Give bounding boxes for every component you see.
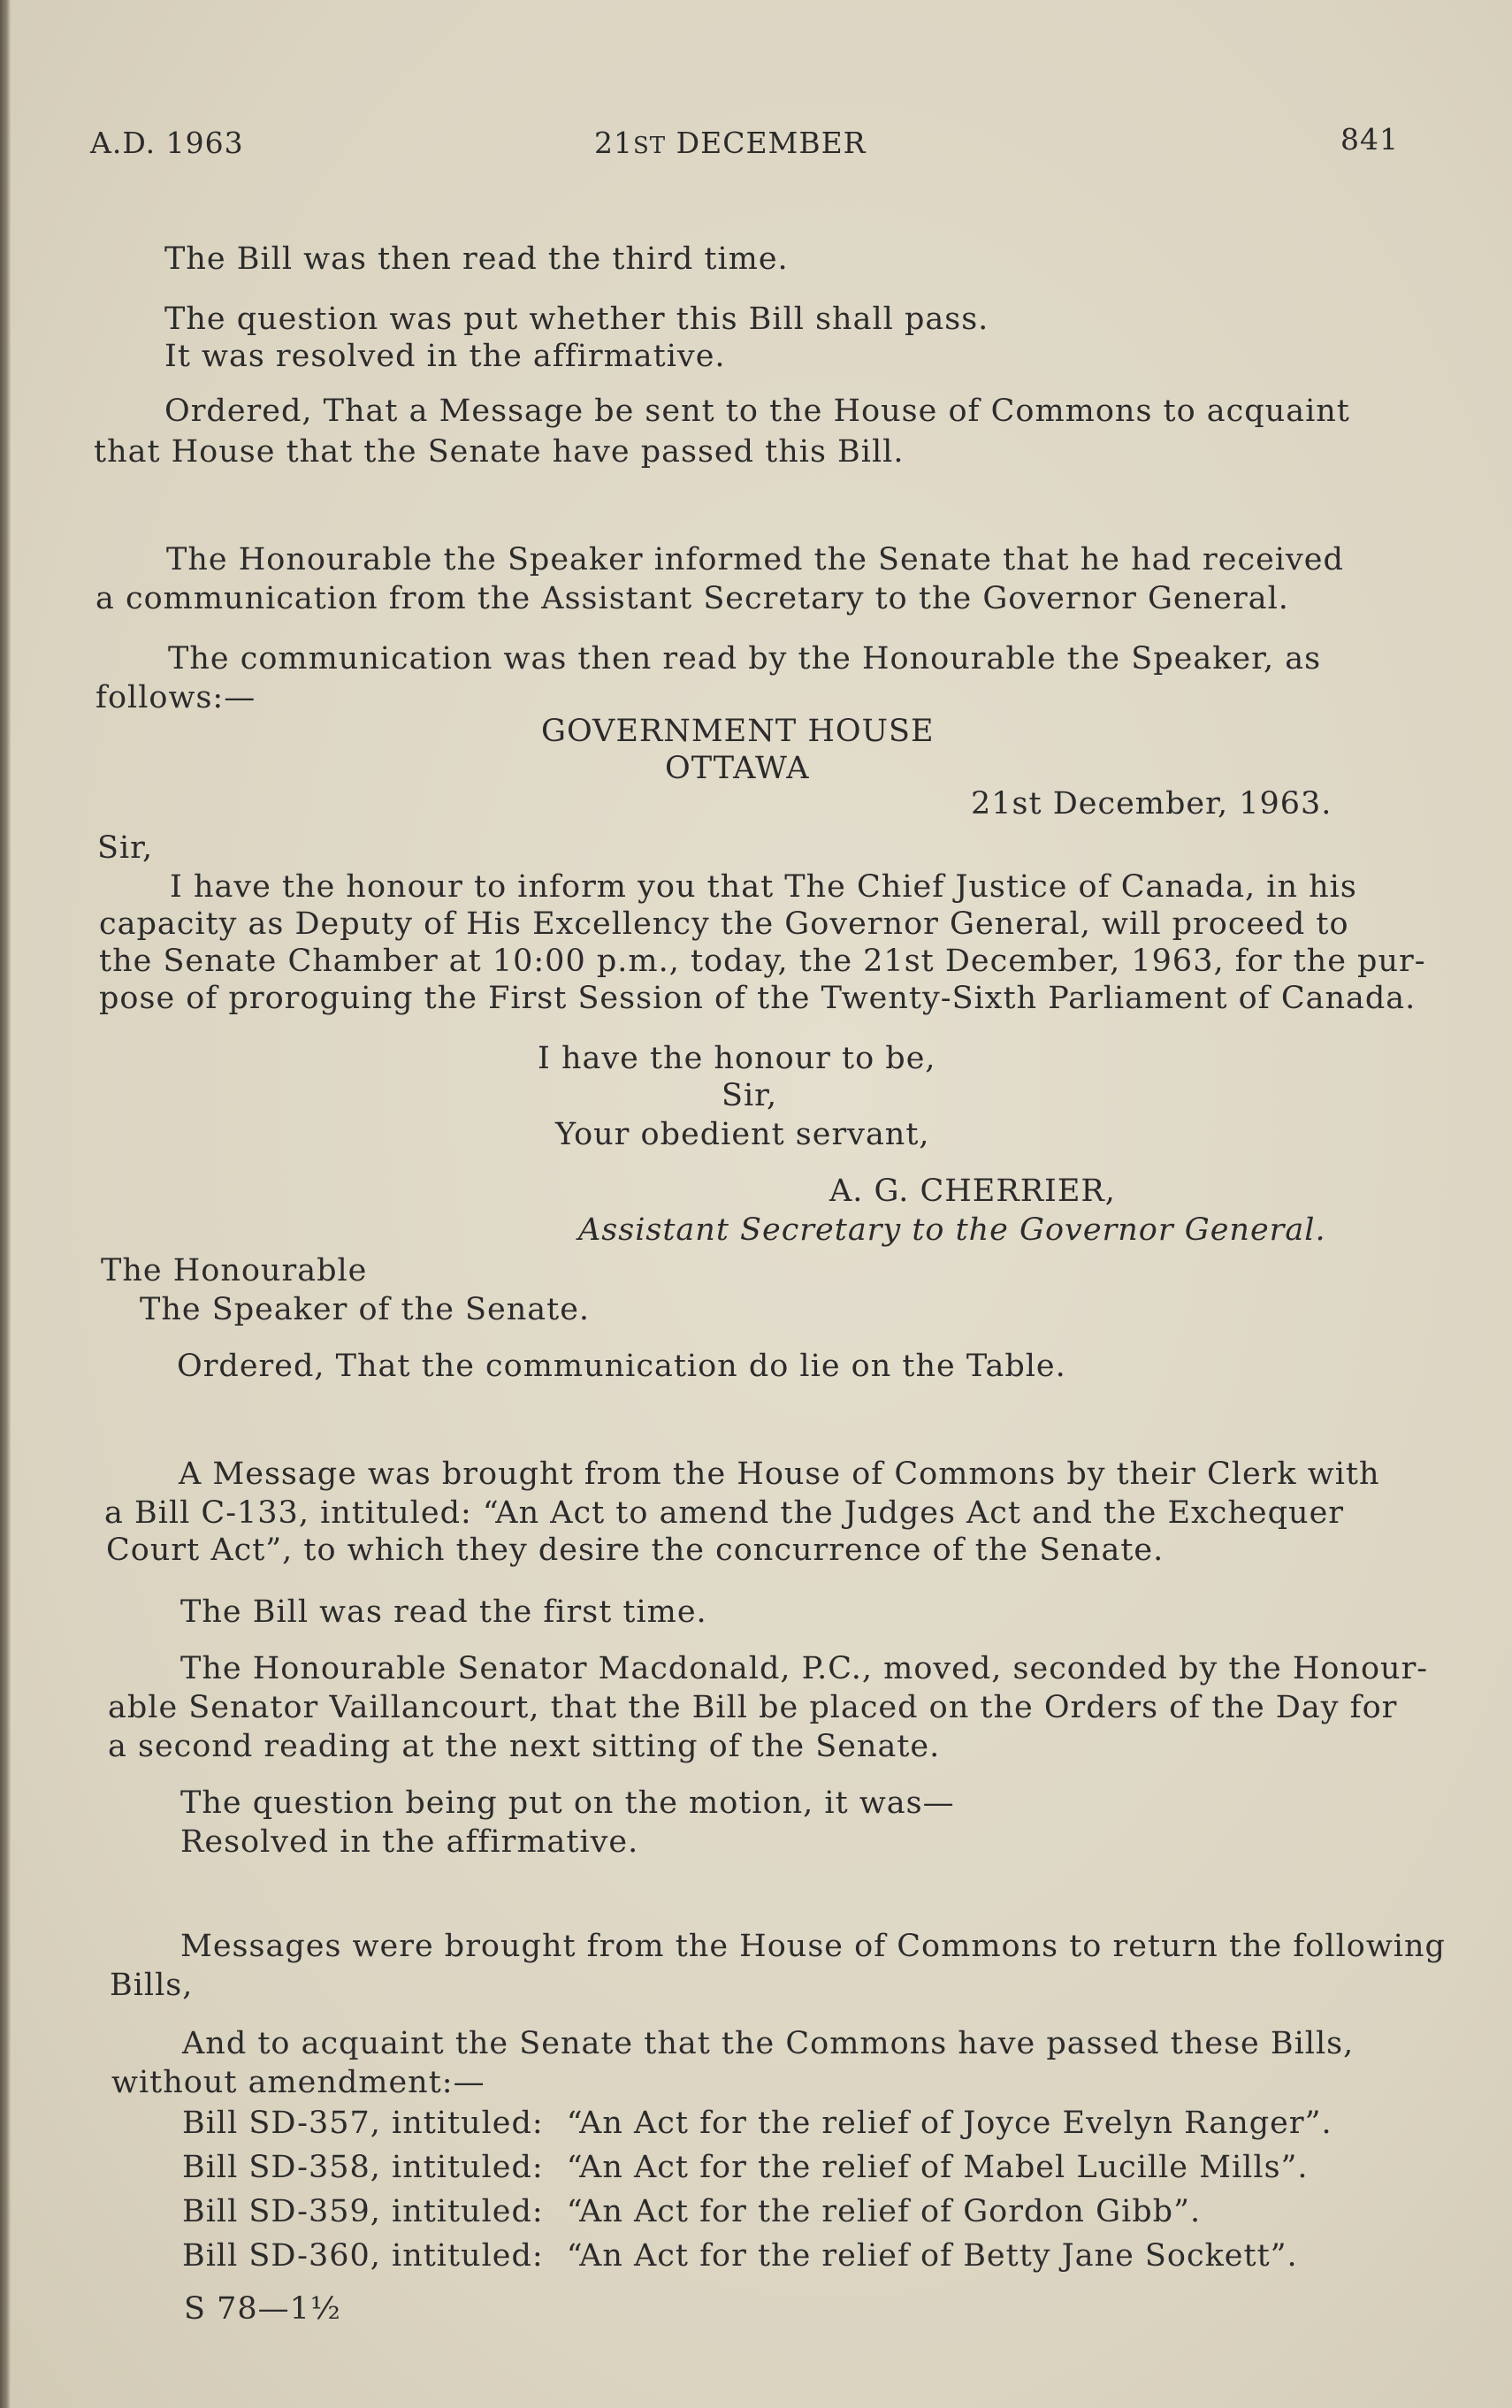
paragraph-question: The question was put whether this Bill shall pass. bbox=[164, 302, 989, 337]
paragraph-resolved: It was resolved in the affirmative. bbox=[164, 339, 726, 374]
letter-signer-title: Assistant Secretary to the Governor General. bbox=[578, 1212, 1326, 1248]
bill-list-item: Bill SD-357, intituled: “An Act for the relief of Joyce Evelyn Ranger”. bbox=[182, 2106, 1333, 2141]
letter-address-line2: The Speaker of the Senate. bbox=[140, 1292, 591, 1327]
letter-body-line4: pose of proroguing the First Session of the Twenty-Sixth Parliament of Canada. bbox=[99, 981, 1417, 1016]
header-date: 21ST DECEMBER bbox=[594, 126, 867, 160]
paragraph-motion-line2: able Senator Vaillancourt, that the Bill be placed on the Orders of the Day for bbox=[108, 1690, 1398, 1725]
paragraph-motion-line1: The Honourable Senator Macdonald, P.C., moved, seconded by the Honour- bbox=[180, 1651, 1429, 1686]
paragraph-ordered-message-line1: Ordered, That a Message be sent to the House of Commons to acquaint bbox=[164, 394, 1350, 429]
letter-closing-line1: I have the honour to be, bbox=[538, 1041, 936, 1076]
paragraph-messages-return-line1: Messages were brought from the House of Commons to return the following bbox=[180, 1929, 1446, 1964]
letter-body-line2: capacity as Deputy of His Excellency the Governor General, will proceed to bbox=[99, 906, 1349, 942]
letter-heading-ottawa: OTTAWA bbox=[665, 751, 810, 786]
paragraph-communication-read-line2: follows:— bbox=[95, 680, 256, 715]
paragraph-speaker-informed-line2: a communication from the Assistant Secretary to the Governor General. bbox=[95, 581, 1289, 616]
paragraph-third-reading: The Bill was then read the third time. bbox=[164, 241, 789, 277]
page-binding-edge bbox=[0, 0, 11, 2408]
bill-list-item: Bill SD-358, intituled: “An Act for the relief of Mabel Lucille Mills”. bbox=[182, 2150, 1309, 2185]
paragraph-speaker-informed-line1: The Honourable the Speaker informed the Senate that he had received bbox=[166, 542, 1344, 577]
paragraph-ordered-message-line2: that House that the Senate have passed this Bill. bbox=[94, 434, 905, 470]
paragraph-message-bill-c133-line1: A Message was brought from the House of Commons by their Clerk with bbox=[179, 1456, 1380, 1492]
paragraph-motion-line3: a second reading at the next sitting of the Senate. bbox=[108, 1729, 941, 1764]
letter-signer-name: A. G. CHERRIER, bbox=[829, 1173, 1116, 1209]
letter-salutation: Sir, bbox=[97, 830, 154, 866]
bill-list-item: Bill SD-359, intituled: “An Act for the relief of Gordon Gibb”. bbox=[182, 2194, 1202, 2229]
paragraph-messages-return-line2: Bills, bbox=[110, 1968, 194, 2003]
paragraph-lie-on-table: Ordered, That the communication do lie on the Table. bbox=[177, 1349, 1066, 1384]
paragraph-resolved-affirmative: Resolved in the affirmative. bbox=[180, 1824, 639, 1860]
paragraph-message-bill-c133-line3: Court Act”, to which they desire the concurrence of the Senate. bbox=[106, 1533, 1165, 1568]
header-year: A.D. 1963 bbox=[90, 126, 244, 160]
paragraph-first-reading: The Bill was read the first time. bbox=[180, 1594, 707, 1630]
paragraph-question-motion: The question being put on the motion, it was— bbox=[180, 1785, 955, 1821]
letter-body-line1: I have the honour to inform you that The Chief Justice of Canada, in his bbox=[170, 869, 1357, 905]
letter-closing-line3: Your obedient servant, bbox=[555, 1117, 930, 1152]
signature-mark: S 78—1½ bbox=[184, 2291, 341, 2327]
letter-date: 21st December, 1963. bbox=[971, 786, 1333, 822]
page-number: 841 bbox=[1340, 122, 1399, 157]
paragraph-message-bill-c133-line2: a Bill C-133, intituled: “An Act to amend the Judges Act and the Exchequer bbox=[104, 1495, 1345, 1531]
letter-address-line1: The Honourable bbox=[101, 1253, 368, 1288]
letter-body-line3: the Senate Chamber at 10:00 p.m., today, the 21st December, 1963, for the pur- bbox=[99, 944, 1426, 979]
letter-closing-line2: Sir, bbox=[722, 1078, 778, 1113]
bill-list-item: Bill SD-360, intituled: “An Act for the relief of Betty Jane Sockett”. bbox=[182, 2238, 1298, 2274]
paragraph-communication-read-line1: The communication was then read by the Honourable the Speaker, as bbox=[168, 641, 1322, 677]
paragraph-acquaint-line1: And to acquaint the Senate that the Commons have passed these Bills, bbox=[182, 2026, 1355, 2061]
paragraph-acquaint-line2: without amendment:— bbox=[111, 2065, 485, 2100]
letter-heading-government-house: GOVERNMENT HOUSE bbox=[541, 714, 935, 749]
